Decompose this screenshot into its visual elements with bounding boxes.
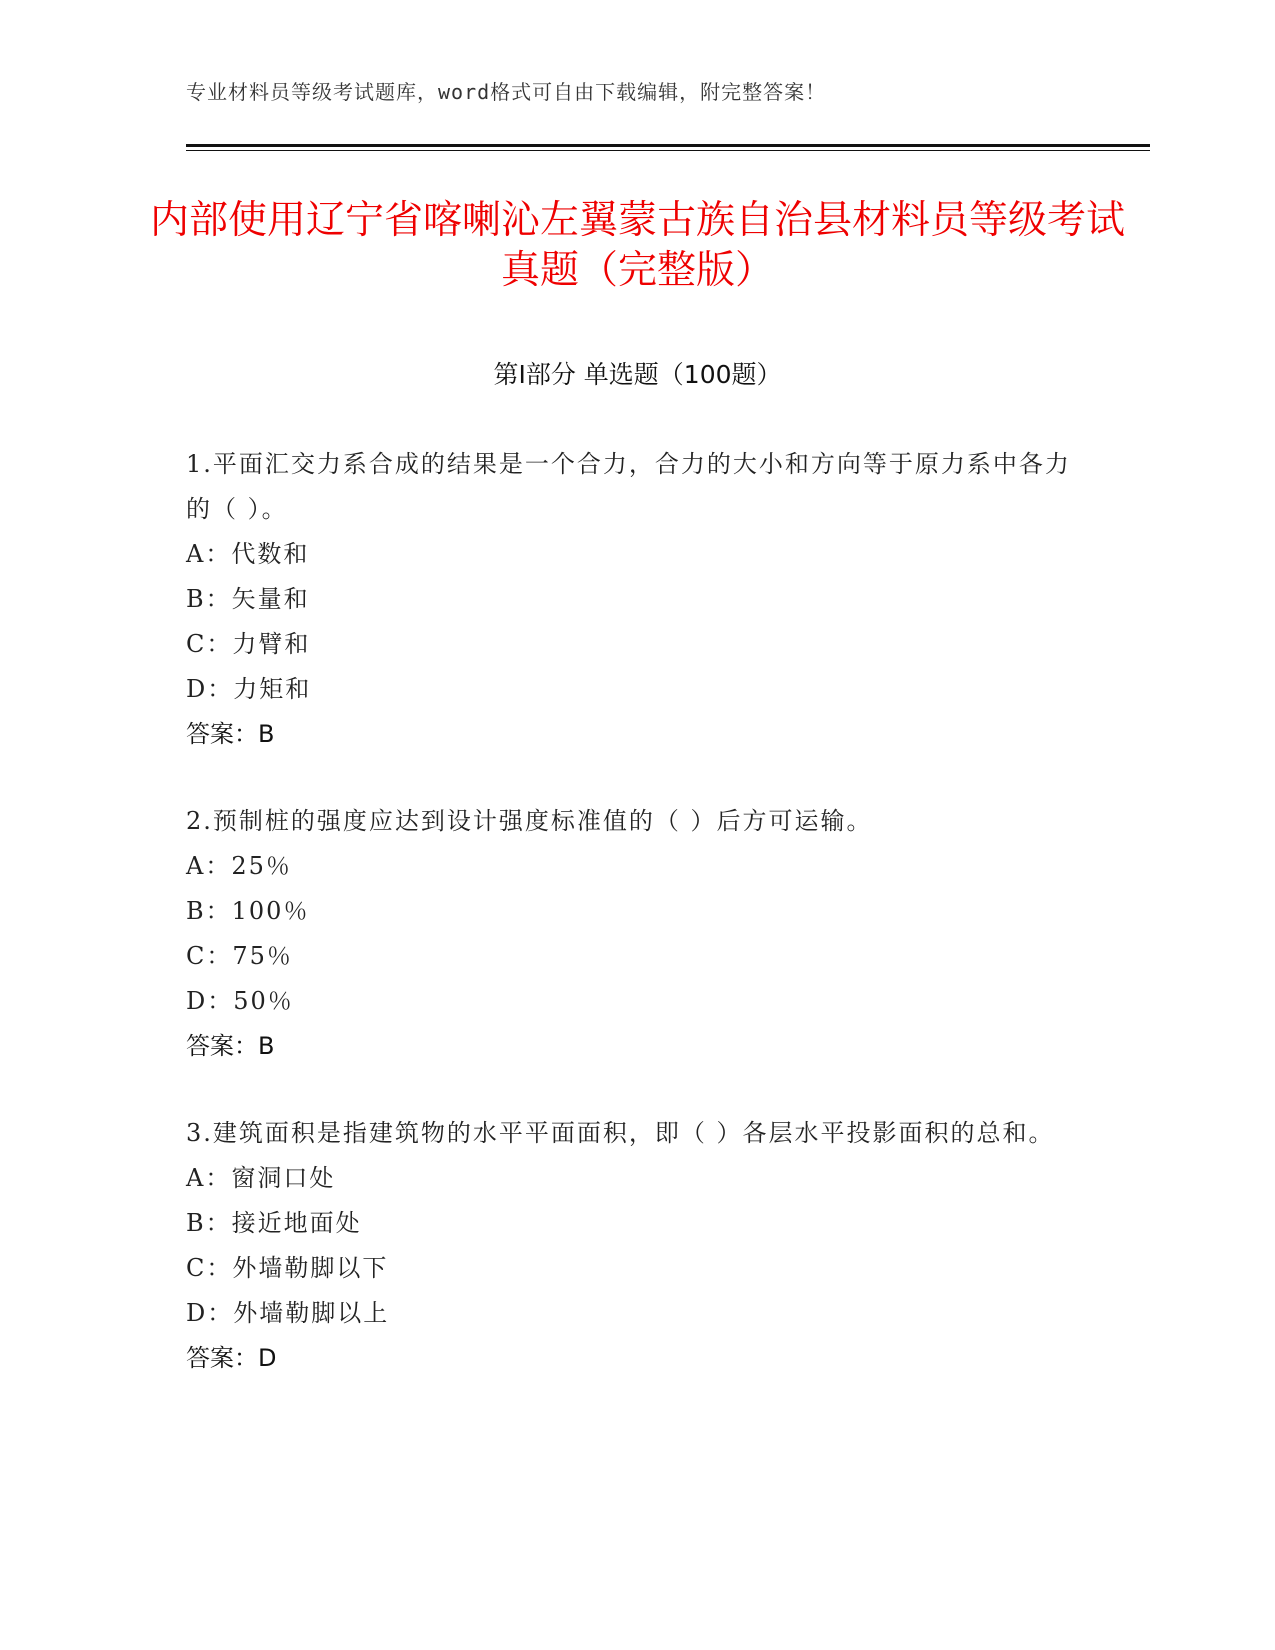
option-c: C：75％	[186, 942, 293, 970]
option-d: D：力矩和	[186, 675, 312, 703]
answer-line: 答案：B	[186, 1032, 275, 1060]
option-c: C：外墙勒脚以下	[186, 1254, 389, 1282]
header-rule-thick	[186, 144, 1150, 147]
option-b: B：矢量和	[186, 585, 310, 613]
option-a: A：25％	[186, 852, 292, 880]
option-c: C：力臂和	[186, 630, 311, 658]
option-b: B：100％	[186, 897, 310, 925]
question-item	[186, 442, 1086, 757]
header-note: 专业材料员等级考试题库，word格式可自由下载编辑，附完整答案！	[186, 80, 827, 104]
option-a: A：窗洞口处	[186, 1164, 336, 1192]
question-stem: 3.建筑面积是指建筑物的水平平面面积，即（ ）各层水平投影面积的总和。	[186, 1119, 1055, 1147]
question-stem: 1.平面汇交力系合成的结果是一个合力，合力的大小和方向等于原力系中各力的（ ）。	[186, 450, 1071, 523]
question-stem: 2.预制桩的强度应达到设计强度标准值的（ ）后方可运输。	[186, 807, 873, 835]
answer-line: 答案：B	[186, 720, 275, 748]
option-a: A：代数和	[186, 540, 310, 568]
document-title: 内部使用辽宁省喀喇沁左翼蒙古族自治县材料员等级考试真题（完整版）	[150, 198, 1126, 293]
question-item	[186, 1111, 1086, 1381]
option-b: B：接近地面处	[186, 1209, 362, 1237]
option-d: D：外墙勒脚以上	[186, 1299, 390, 1327]
section-title: 第Ⅰ部分 单选题（100题）	[493, 360, 782, 389]
answer-line: 答案：D	[186, 1344, 277, 1372]
header-rule-thin	[186, 150, 1150, 151]
option-d: D：50％	[186, 987, 294, 1015]
question-list	[186, 442, 1086, 1423]
question-item	[186, 799, 1086, 1069]
